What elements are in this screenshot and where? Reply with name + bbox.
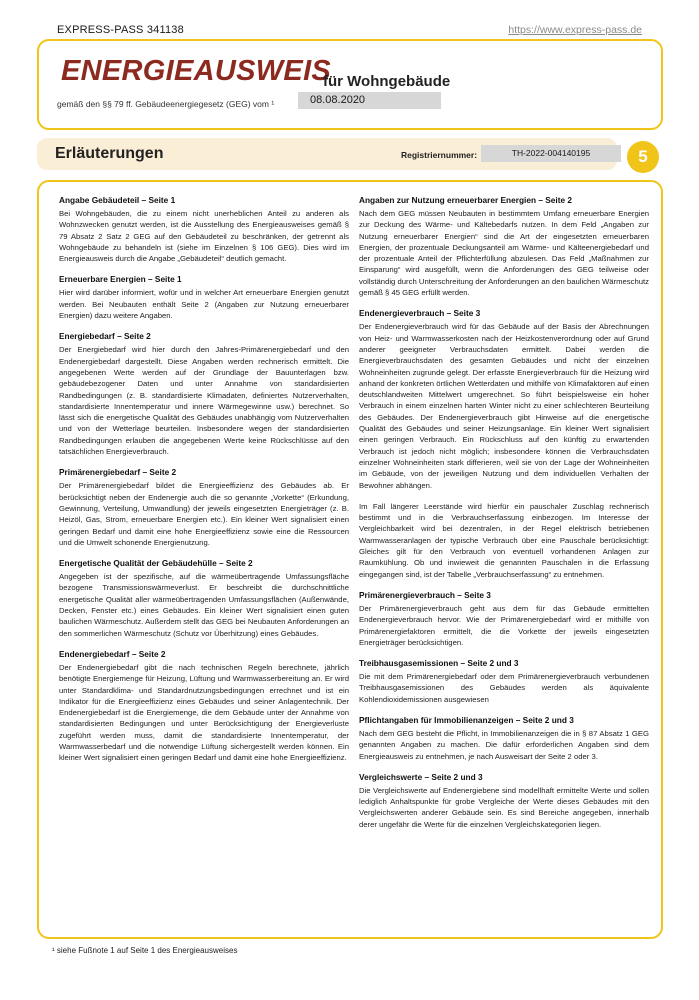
section-text: Die mit dem Primärenergiebedarf oder dem Primärenergieverbrauch verbundenen Treibhausgasemissionen des Gebäudes werden als äquivalente Kohlendioxidemissionen ausgewiesen: [359, 672, 649, 704]
section-text: Nach dem GEG besteht die Pflicht, in Immobilienanzeigen die in § 87 Absatz 1 GEG genannten Angaben zu machen. Die dafür erforderlichen Angaben sind dem Energieausweis zu entnehmen, je nach Ausweisart der Seite 2 oder 3.: [359, 728, 649, 761]
section-text: Der Primärenergieverbrauch geht aus dem für das Gebäude ermittelten Endenergieverbrauch hervor. Wie der Primärenergiebedarf wird er mithilfe von Primärenergiefaktoren ermittelt, die die Vorkette der jeweils eingesetzten Energieträger berücksichtigen.: [359, 603, 649, 647]
explanation-section: [359, 715, 649, 762]
left-column: [59, 195, 349, 774]
section-title: Endenergiebedarf – Seite 2: [59, 648, 166, 659]
explanation-section: [359, 590, 649, 648]
section-text: Die Vergleichswerte auf Endenergiebene sind modellhaft ermittelte Werte und sollen lediglich Anhaltspunkte für grobe Vergleiche der Werte dieses Gebäudes mit den Vergleichswerten anderer Gebäude sein. Es sind Bereiche angegeben, innerhalb derer ungefähr die Werte für die einzelnen Vergleichskategorien liegen.: [359, 785, 649, 829]
section-text: Bei Wohngebäuden, die zu einem nicht unerheblichen Anteil zu anderen als Wohnzwecken genutzt werden, ist die Ausstellung des Energieausweises gemäß § 79 Absatz 2 Satz 2 GEG auf den Gebäudeteil zu beschränken, der getrennt als Wohngebäude zu behandeln ist (siehe im Einzelnen § 106 GEG). Dies wird im Energieausweis durch die Angabe „Gebäudeteil“ deutlich gemacht.: [59, 209, 349, 264]
section-text: Im Fall längerer Leerstände wird hierfür ein pauschaler Zuschlag rechnerisch bestimmt und in die Verbrauchserfassung einbezogen. Im Interesse der Vergleichbarkeit wird bei dezentralen, in der Regel elektrisch betriebenen Warmwasseranlagen der typische Verbrauch über eine Pauschale berücksichtigt: Gleiches gilt für den Verbrauch von eventuell vorhandenen Anlagen zur Raumkühlung. Ob und inwieweit die genannten Pauschalen in die Erfassung eingegangen sind, ist der Tabelle „Verbrauchserfassung“ zu entnehmen.: [359, 501, 649, 579]
explanation-section: [359, 308, 649, 490]
document-title: ENERGIEAUSWEIS: [61, 55, 332, 87]
registration-number: TH-2022-004140195: [481, 145, 621, 162]
top-bar: [57, 24, 642, 40]
section-title: Pflichtangaben für Immobilienanzeigen – Seite 2 und 3: [359, 714, 574, 725]
section-title: Primärenergieverbrauch – Seite 3: [359, 589, 491, 600]
section-heading: Erläuterungen: [55, 145, 164, 162]
section-text: Hier wird darüber informiert, wofür und in welcher Art erneuerbare Energien genutzt werden. Bei Neubauten enthält Seite 2 (Angaben zur Nutzung erneuerbarer Energien) dazu weitere Angaben.: [59, 288, 349, 321]
section-text: Der Endenergieverbrauch wird für das Gebäude auf der Basis der Abrechnungen von Heiz- und Warmwasserkosten nach der Heizkostenverordnung oder auf Grund anderer geeigneter Verbrauchsdaten ermittelt. Dabei werden die Energieverbrauchsdaten des gesamten Gebäudes und nicht der einzelnen Wohneinheiten zugrunde gelegt. Der erfasste Energieverbrauch für die Heizung wird anhand der konkreten örtlichen Wetterdaten und mithilfe von Klimafaktoren auf einen deutschlandweiten Mittelwert umgerechnet. So führt beispielsweise ein hoher Verbrauch in einem einzelnen harten Winter nicht zu einer schlechteren Beurteilung des Gebäudes. Der Endenergieverbrauch gibt Hinweise auf die energetische Qualität des Gebäudes und seiner Heizungsanlage. Ein kleiner Wert signalisiert einen geringen Verbrauch. Ein Rückschluss auf den künftig zu erwartenden Verbrauch ist jedoch nicht möglich; insbesondere können die Verbrauchsdaten einzelner Wohneinheiten stark differieren, weil sie von der Lage der Wohneinheiten im Gebäude, von der jeweiligen Nutzung und dem individuellen Verhalten der Bewohner abhängen.: [359, 322, 649, 490]
document-subtitle: für Wohngebäude: [323, 73, 451, 90]
pass-id: EXPRESS-PASS 341138: [57, 24, 184, 36]
section-title: Energiebedarf – Seite 2: [59, 331, 151, 342]
registration-label: Registriernummer:: [401, 150, 478, 160]
explanation-section: [59, 331, 349, 457]
section-text: Der Energiebedarf wird hier durch den Jahres-Primärenergiebedarf und den Endenergiebedarf dargestellt. Diese Angaben werden rechnerisch ermittelt. Die angegebenen Werte werden auf der Grundlage der Bauunterlagen bzw. gebäudebezogener Daten und unter Annahme von standardisierten Randbedingungen (z. B. standardisierte Klimadaten, definiertes Nutzerverhalten, standardisierte Innentemperatur und innere Wärmegewinne usw.) berechnet. So lässt sich die energetische Qualität des Gebäudes unabhängig vom Nutzerverhalten und von der Wetterlage beurteilen. Insbesondere wegen der standardisierten Randbedingungen erlauben die angegebenen Werte keine Rückschlüsse auf den tatsächlichen Energieverbrauch.: [59, 345, 349, 457]
footnote: ¹ siehe Fußnote 1 auf Seite 1 des Energieausweises: [52, 946, 238, 955]
explanation-section: [59, 195, 349, 264]
section-text: Der Endenergiebedarf gibt die nach technischen Regeln berechnete, jährlich benötigte Energiemenge für Heizung, Lüftung und Warmwasserbereitung an. Er wird unter Standardklima- und Standardnutzungsbedingungen errechnet und ist ein Indikator für die Energieeffizienz eines Gebäudes und seiner Anlagentechnik. Der Endenergiebedarf ist die Energiemenge, die dem Gebäude unter der Annahme von standardisierten Bedingungen und unter Berücksichtigung der Energieverluste zugeführt werden muss, damit die standardisierte Innentemperatur, der Warmwasserbedarf und die notwendige Lüftung sichergestellt werden können. Ein kleiner Wert signalisiert einen geringen Bedarf und damit eine hohe Energieeffizienz.: [59, 662, 349, 763]
explanation-section: [359, 195, 649, 298]
section-title: Angabe Gebäudeteil – Seite 1: [59, 195, 176, 205]
explanation-section: [359, 658, 649, 705]
explanations-box: [37, 180, 663, 939]
header-box: [37, 39, 663, 130]
website-link[interactable]: https://www.express-pass.de: [508, 24, 642, 36]
explanation-section: [59, 649, 349, 764]
explanation-section: [359, 772, 649, 830]
section-text: Angegeben ist der spezifische, auf die wärmeübertragende Umfassungsfläche bezogene Transmissionswärmeverlust. Er beschreibt die durchschnittliche energetische Qualität aller wärmeübertragenden Umfassungsflächen (Außenwände, Decken, Fenster etc.) eines Gebäudes. Ein kleiner Wert signalisiert einen guten baulichen Wärmeschutz. Außerdem stellt das GEG bei Neubauten Anforderungen an den sommerlichen Wärmeschutz (Schutz vor Überhitzung) eines Gebäudes.: [59, 572, 349, 638]
section-title: Angaben zur Nutzung erneuerbarer Energien – Seite 2: [359, 195, 573, 205]
section-text: Der Primärenergiebedarf bildet die Energieeffizienz des Gebäudes ab. Er berücksichtigt neben der Endenergie auch die so genannte „Vorkette“ (Erkundung, Gewinnung, Verteilung, Umwandlung) der jeweils eingesetzten Energieträger (z. B. Heizöl, Gas, Strom, erneuerbare Energien etc.). Ein kleiner Wert signalisiert einen geringen Bedarf und damit eine hohe Energieeffizienz sowie eine die Ressourcen und die Umwelt schonende Energienutzung.: [59, 481, 349, 547]
explanation-section: [359, 501, 649, 580]
section-band: [37, 138, 617, 170]
section-title: Primärenergiebedarf – Seite 2: [59, 467, 177, 478]
section-title: Energetische Qualität der Gebäudehülle – Seite 2: [59, 558, 253, 569]
page-number-badge: 5: [627, 141, 659, 173]
explanation-section: [59, 274, 349, 321]
section-title: Endenergieverbrauch – Seite 3: [359, 308, 481, 319]
section-text: Nach dem GEG müssen Neubauten in bestimmtem Umfang erneuerbare Energien zur Deckung des Wärme- und Kältebedarfs nutzen. In dem Feld „Angaben zur Nutzung erneuerbarer Energien“ sind die Art der eingesetzten erneuerbaren Energien, der prozentuale Deckungsanteil am Wärme- und Kälteenergiebedarf und der prozentuale Anteil der Pflichterfüllung abzulesen. Das Feld „Maßnahmen zur Einsparung“ wird ausgefüllt, wenn die Anforderungen des GEG teilweise oder vollständig durch Unterschreitung der Anforderungen an den baulichen Wärmeschutz gemäß § 45 GEG erfüllt werden.: [359, 209, 649, 298]
explanation-section: [59, 467, 349, 548]
right-column: [359, 195, 649, 840]
law-reference: gemäß den §§ 79 ff. Gebäudeenergiegesetz (GEG) vom ¹: [57, 99, 275, 109]
section-title: Vergleichswerte – Seite 2 und 3: [359, 771, 483, 782]
section-title: Erneuerbare Energien – Seite 1: [59, 274, 182, 285]
law-date-field: 08.08.2020: [298, 92, 441, 109]
section-title: Treibhausgasemissionen – Seite 2 und 3: [359, 658, 519, 669]
explanation-section: [59, 558, 349, 639]
